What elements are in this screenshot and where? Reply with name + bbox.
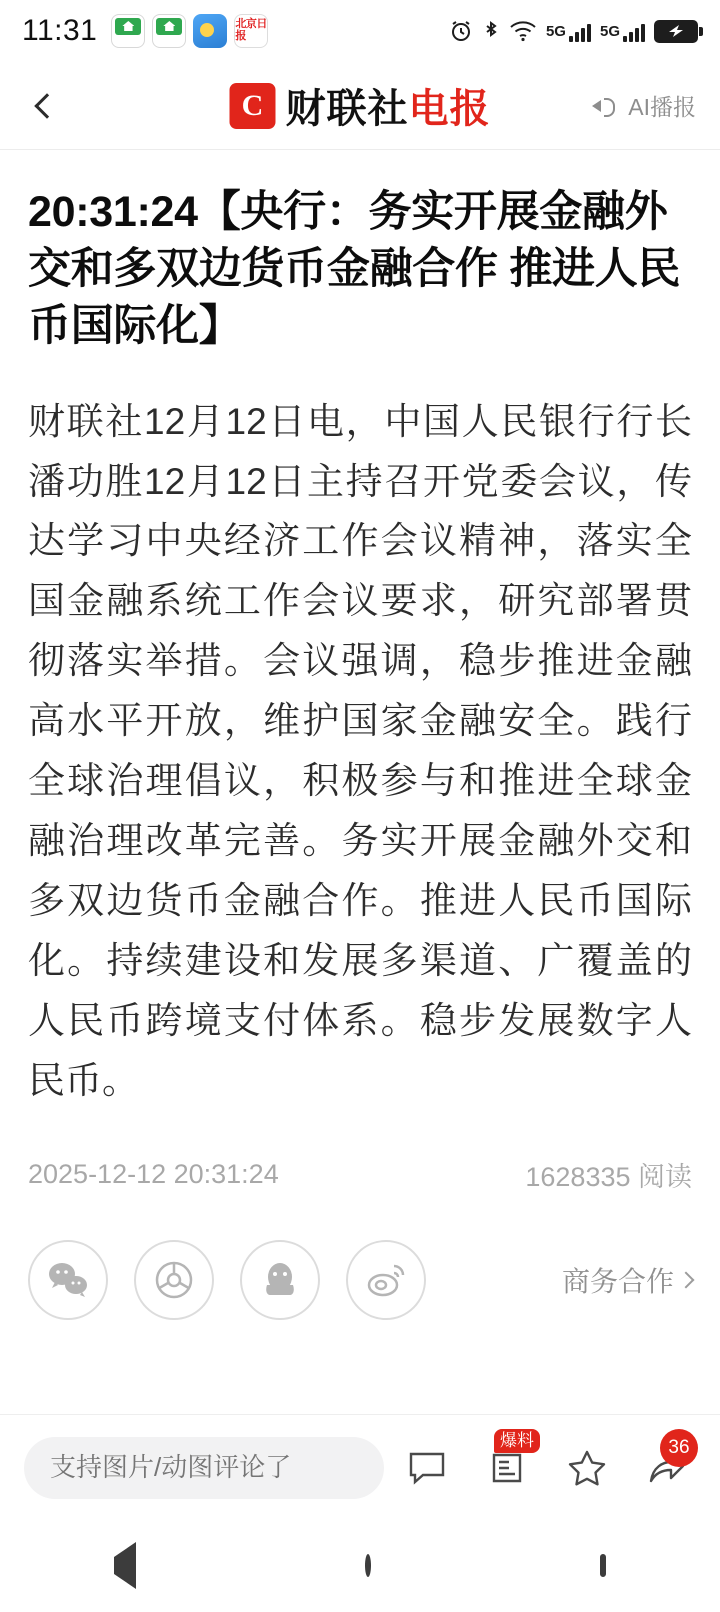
- star-icon[interactable]: [564, 1445, 610, 1491]
- weibo-icon[interactable]: [346, 1240, 426, 1320]
- share-count-badge: 36: [660, 1429, 698, 1467]
- comment-icon[interactable]: [404, 1445, 450, 1491]
- business-cooperation-label: 商务合作: [561, 1265, 674, 1297]
- back-triangle-icon: [114, 1542, 136, 1589]
- app-green-icon: [111, 14, 145, 48]
- article-meta: [28, 1155, 692, 1194]
- brand-mark-icon: C: [230, 83, 276, 129]
- business-cooperation-link[interactable]: [562, 1260, 692, 1300]
- share-row: [28, 1240, 692, 1330]
- status-bar-system-icons: [449, 19, 698, 43]
- battery-charging-icon: [654, 20, 698, 43]
- moments-icon[interactable]: [134, 1240, 214, 1320]
- app-weather-icon: [193, 14, 227, 48]
- signal-icon-2: [623, 20, 645, 42]
- qq-icon[interactable]: [240, 1240, 320, 1320]
- article-headline: 20:31:24【央行：务实开展金融外交和多双边货币金融合作 推进人民币国际化】: [28, 188, 681, 351]
- network-label-1: 5G: [545, 22, 566, 40]
- nav-back-button[interactable]: [74, 1543, 176, 1589]
- nav-home-button[interactable]: [325, 1543, 411, 1589]
- brand-title-accent: 电报: [408, 87, 491, 131]
- system-nav-bar: [0, 1520, 720, 1612]
- ai-broadcast-label: AI播报: [628, 94, 696, 120]
- network-label-2: 5G: [599, 22, 620, 40]
- article-content: [0, 150, 720, 1414]
- ai-broadcast-button[interactable]: [592, 89, 696, 122]
- article-read-count: 1628335 阅读: [525, 1161, 692, 1192]
- brand-title: [286, 77, 491, 134]
- wifi-icon: [509, 20, 537, 42]
- chevron-right-icon: [678, 1271, 695, 1288]
- app-news-icon: 北京日报: [234, 14, 268, 48]
- app-header: [0, 62, 720, 150]
- status-bar: [0, 0, 720, 62]
- status-time: 11:31: [22, 14, 98, 47]
- wechat-icon[interactable]: [28, 1240, 108, 1320]
- comment-input[interactable]: [24, 1437, 384, 1499]
- article-body: 财联社12月12日电，中国人民银行行长潘功胜12月12日主持召开党委会议，传达学习中央经济工作会议精神，落实全国金融系统工作会议要求，研究部署贯彻落实举措。会议强调，稳步推进金融高水平开放，维护国家金融安全。践行全球治理倡议，积极参与和推进全球金融治理改革完善。务实开展金融外交和多双边货币金融合作。推进人民币国际化。持续建设和发展多渠道、广覆盖的人民币跨境支付体系。稳步发展数字人民币。: [28, 400, 692, 1101]
- chevron-left-icon: [34, 93, 59, 118]
- comment-bar: [0, 1414, 720, 1520]
- news-tip-icon[interactable]: [484, 1430, 534, 1491]
- brand-title-dark: 财联社: [285, 87, 409, 131]
- back-button[interactable]: [24, 83, 70, 129]
- signal-icon: [569, 20, 591, 42]
- alarm-icon: [449, 19, 473, 43]
- share-icon[interactable]: [644, 1436, 690, 1491]
- recent-square-icon: [600, 1554, 606, 1577]
- brand-logo: [230, 77, 491, 134]
- bluetooth-icon: [482, 19, 500, 43]
- comment-bar-actions: [404, 1430, 696, 1491]
- nav-recents-button[interactable]: [560, 1543, 646, 1589]
- home-circle-icon: [365, 1554, 371, 1577]
- app-green-icon-2: [152, 14, 186, 48]
- tip-badge: 爆料: [494, 1429, 540, 1453]
- speaker-icon: [592, 94, 620, 118]
- status-bar-app-icons: [111, 14, 268, 48]
- article-timestamp: 2025-12-12 20:31:24: [28, 1158, 279, 1189]
